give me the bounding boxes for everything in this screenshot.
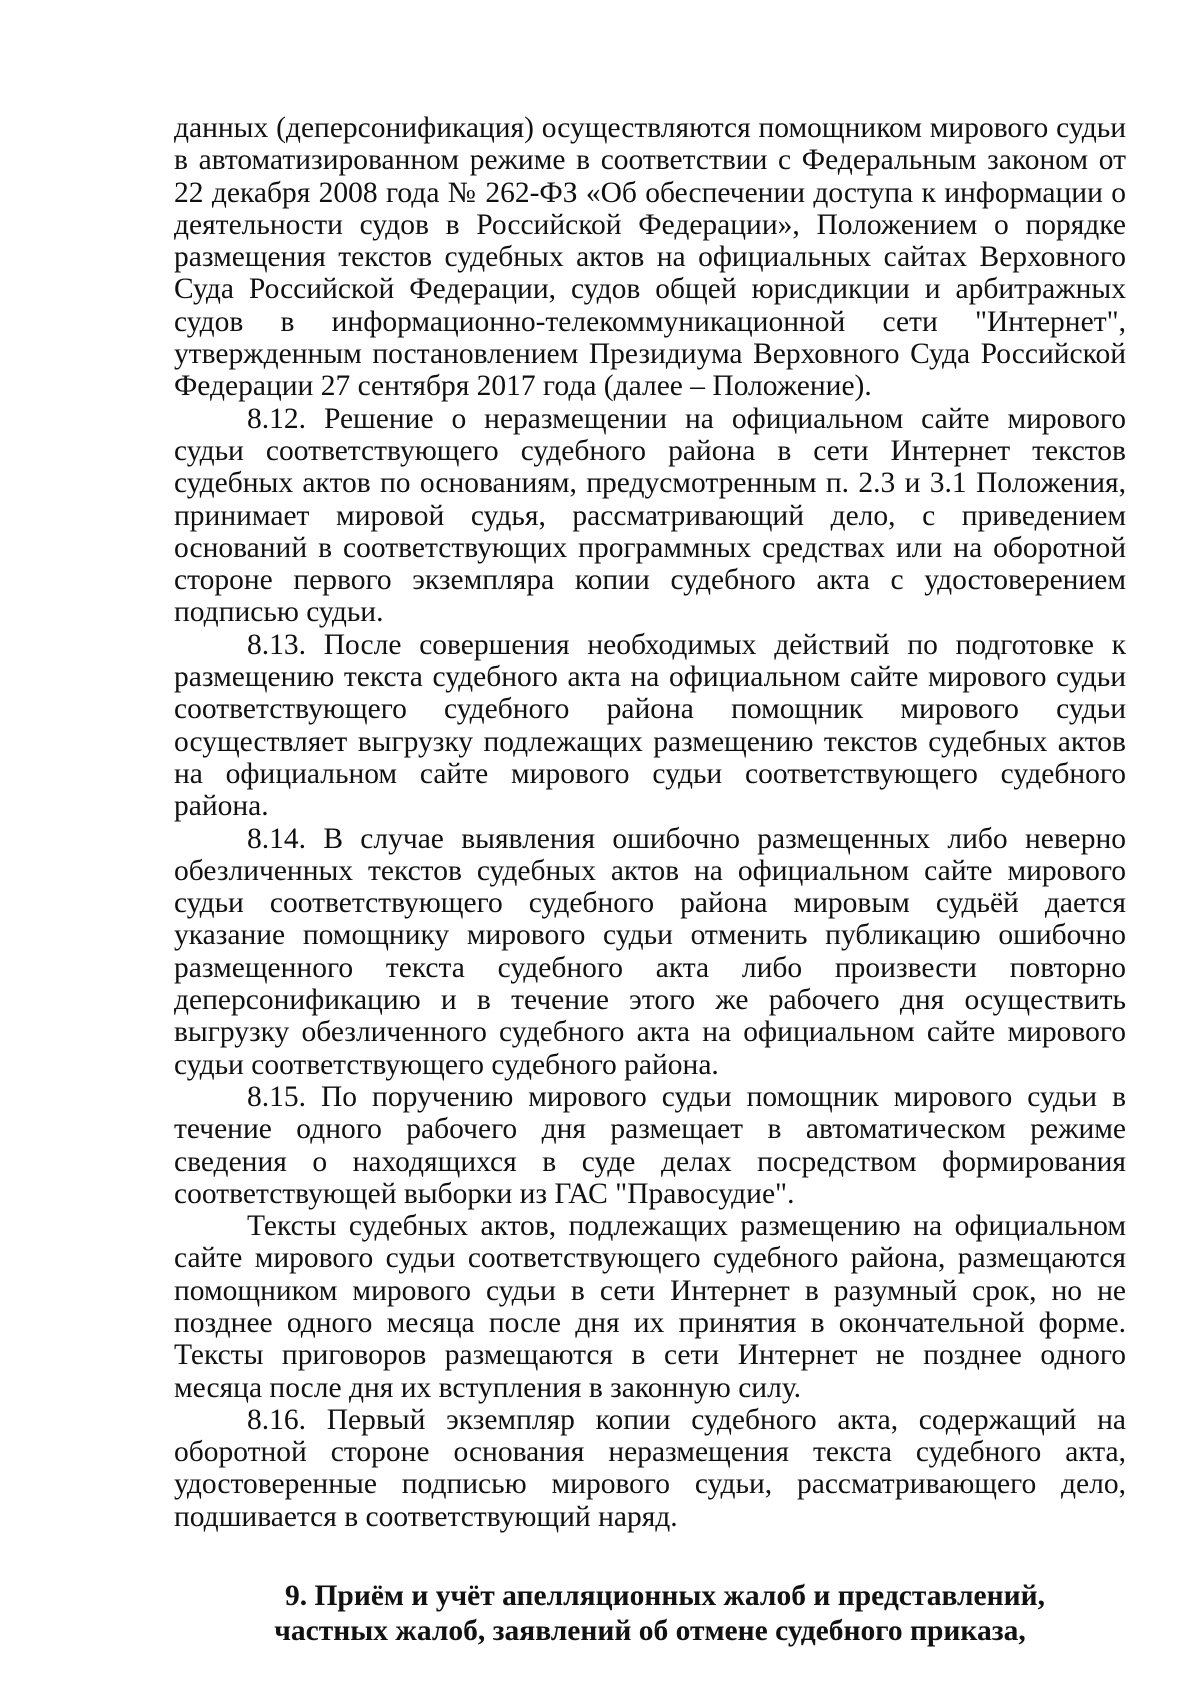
section-heading-line-1: 9. Приём и учёт апелляционных жалоб и представлений,	[284, 1580, 1045, 1613]
document-page	[174, 112, 1126, 1649]
paragraph-8-16: 8.16. Первый экземпляр копии судебного акта, содержащий на оборотной стороне основания неразмещения текста судебного акта, удостоверенные подписью мирового судьи, рассматривающего дело, подшивается в соответствующий наряд.	[174, 1403, 1126, 1533]
paragraph-8-12: 8.12. Решение о неразмещении на официальном сайте мирового судьи соответствующего судебного района в сети Интернет текстов судебных актов по основаниям, предусмотренным п. 2.3 и 3.1 Положения, принимает мировой судья, рассматривающий дело, с приведением оснований в соответствующих программных средствах или на оборотной стороне первого экземпляра копии судебного акта с удостоверением подписью судьи.	[174, 402, 1126, 629]
paragraph-8-13: 8.13. После совершения необходимых действий по подготовке к размещению текста судебного акта на официальном сайте мирового судьи соответствующего судебного района помощник мирового судьи осуществляет выгрузку подлежащих размещению текстов судебных актов на официальном сайте мирового судьи соответствующего судебного района.	[174, 628, 1126, 823]
section-heading-line-2: частных жалоб, заявлений об отмене судебного приказа,	[274, 1615, 1026, 1648]
paragraph-continuation: данных (деперсонификация) осуществляются помощником мирового судьи в автоматизированном режиме в соответствии с Федеральным законом от 22 декабря 2008 года № 262-ФЗ «Об обеспечении доступа к информации о деятельности судов в Российской Федерации», Положением о порядке размещения текстов судебных актов на официальных сайтах Верховного Суда Российской Федерации, судов общей юрисдикции и арбитражных судов в информационно-телекоммуникационной сети "Интернет", утвержденным постановлением Президиума Верховного Суда Российской Федерации 27 сентября 2017 года (далее – Положение).	[174, 112, 1126, 403]
paragraph-texts-publication: Тексты судебных актов, подлежащих размещению на официальном сайте мирового судьи соответствующего судебного района, размещаются помощником мирового судьи в сети Интернет в разумный срок, но не позднее одного месяца после дня их принятия в окончательной форме. Тексты приговоров размещаются в сети Интернет не позднее одного месяца после дня их вступления в законную силу.	[174, 1210, 1126, 1404]
paragraph-8-15: 8.15. По поручению мирового судьи помощник мирового судьи в течение одного рабочего дня размещает в автоматическом режиме сведения о находящихся в суде делах посредством формирования соответствующей выборки из ГАС "Правосудие".	[174, 1080, 1126, 1210]
section-heading-9	[174, 1579, 1126, 1649]
paragraph-8-14: 8.14. В случае выявления ошибочно размещенных либо неверно обезличенных текстов судебных актов на официальном сайте мирового судьи соответствующего судебного района мировым судьёй дается указание помощнику мирового судьи отменить публикацию ошибочно размещенного текста судебного акта либо произвести повторно деперсонификацию и в течение этого же рабочего дня осуществить выгрузку обезличенного судебного акта на официальном сайте мирового судьи соответствующего судебного района.	[174, 822, 1126, 1081]
